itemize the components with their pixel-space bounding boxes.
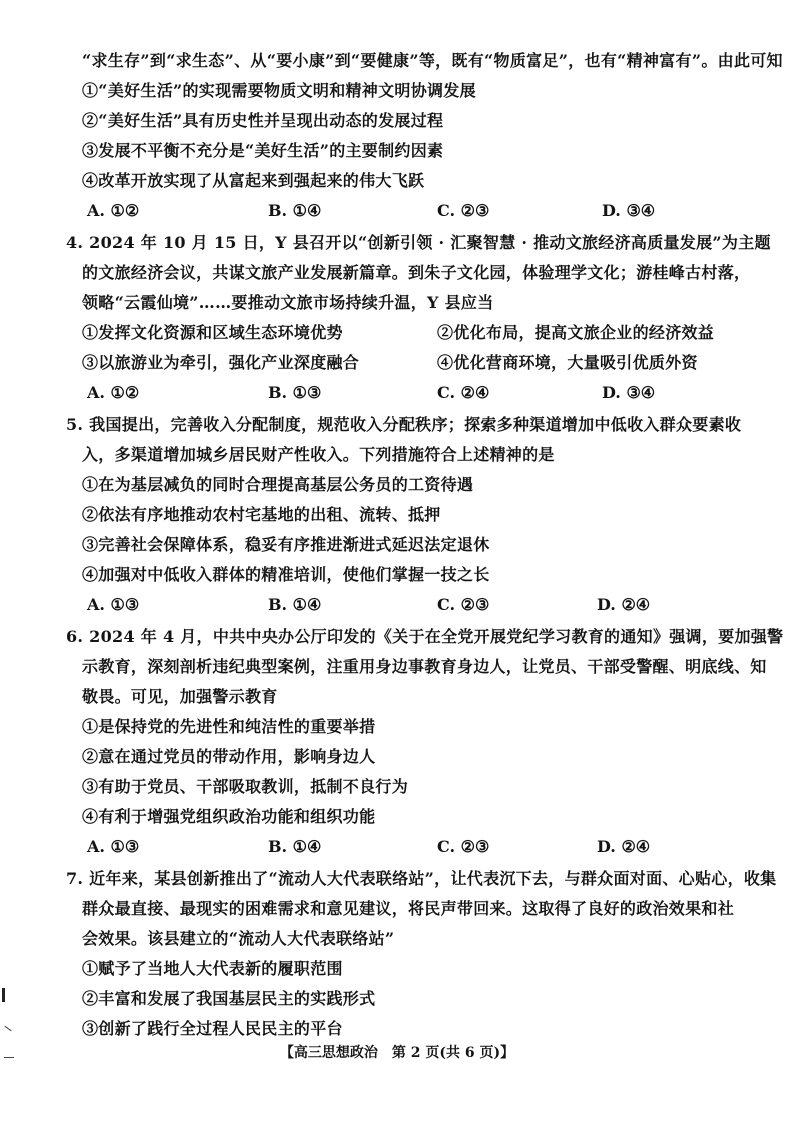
q7-stem-line-2: 群众最直接、最现实的困难需求和意见建议，将民声带回来。这取得了良好的政治效果和社 (82, 899, 735, 918)
q7-item-2: ②丰富和发展了我国基层民主的实践形式 (82, 989, 376, 1008)
q6-item-1: ①是保持党的先进性和纯洁性的重要举措 (82, 717, 376, 736)
q4-option-d: D. ③④ (602, 383, 656, 402)
q4-option-c: C. ②④ (437, 383, 490, 402)
q5-stem-line-2: 入，多渠道增加城乡居民财产性收入。下列措施符合上述精神的是 (82, 445, 555, 464)
q5-item-2: ②依法有序地推动农村宅基地的出租、流转、抵押 (82, 505, 441, 524)
q4-stem-line-1: 4. 2024 年 10 月 15 日，Y 县召开以“创新引领 · 汇聚智慧 · 推动文旅经济高质量发展”为主题 (66, 233, 771, 252)
q6-option-d: D. ②④ (597, 837, 651, 856)
q3-item-4: ④改革开放实现了从富起来到强起来的伟大飞跃 (82, 171, 425, 190)
q6-item-3: ③有助于党员、干部吸取教训，抵制不良行为 (82, 777, 409, 796)
q5-option-b: B. ①④ (268, 595, 322, 614)
q3-option-d: D. ③④ (602, 201, 656, 220)
q6-stem-line-2: 示教育，深刻剖析违纪典型案例，注重用身边事教育身边人，让党员、干部受警醒、明底线、知 (82, 657, 767, 676)
q3-option-a: A. ①② (87, 201, 140, 220)
q5-item-3: ③完善社会保障体系，稳妥有序推进渐进式延迟法定退休 (82, 535, 490, 554)
q5-item-1: ①在为基层减负的同时合理提高基层公务员的工资待遇 (82, 475, 474, 494)
q5-item-4: ④加强对中低收入群体的精准培训，使他们掌握一技之长 (82, 565, 490, 584)
q4-stem-line-3: 领略“云霞仙境”……要推动文旅市场持续升温，Y 县应当 (82, 293, 494, 312)
q3-stem-end: “求生存”到“求生态”、从“要小康”到“要健康”等，既有“物质富足”，也有“精神富有”。由此可知 (82, 51, 783, 70)
q4-stem-line-2: 的文旅经济会议，共谋文旅产业发展新篇章。到朱子文化园，体验理学文化；游桂峰古村落， (82, 263, 751, 282)
q7-item-3: ③创新了践行全过程人民民主的平台 (82, 1019, 343, 1038)
q6-stem-line-3: 敬畏。可见，加强警示教育 (82, 687, 278, 706)
q4-item-2: ②优化布局，提高文旅企业的经济效益 (437, 323, 715, 342)
q6-option-c: C. ②③ (437, 837, 490, 856)
q4-item-1: ①发挥文化资源和区域生态环境优势 (82, 323, 343, 342)
q3-item-3: ③发展不平衡不充分是“美好生活”的主要制约因素 (82, 141, 444, 160)
q6-stem-line-1: 6. 2024 年 4 月，中共中央办公厅印发的《关于在全党开展党纪学习教育的通知》强调，要加强警 (66, 627, 784, 646)
q6-item-4: ④有利于增强党组织政治功能和组织功能 (82, 807, 376, 826)
q3-option-b: B. ①④ (268, 201, 322, 220)
q5-option-c: C. ②③ (437, 595, 490, 614)
q6-option-a: A. ①③ (87, 837, 140, 856)
q5-stem-line-1: 5. 我国提出，完善收入分配制度，规范收入分配秩序；探索多种渠道增加中低收入群众要素收 (66, 415, 742, 434)
q4-option-b: B. ①③ (268, 383, 322, 402)
q7-stem-line-3: 会效果。该县建立的“流动人大代表联络站” (82, 929, 395, 948)
q3-item-2: ②“美好生活”具有历史性并呈现出动态的发展过程 (82, 111, 444, 130)
q4-option-a: A. ①② (87, 383, 140, 402)
margin-scan-mark (4, 1026, 11, 1031)
q7-stem-line-1: 7. 近年来，某县创新推出了“流动人大代表联络站”，让代表沉下去，与群众面对面、心贴心，收集 (66, 869, 777, 888)
q3-item-1: ①“美好生活”的实现需要物质文明和精神文明协调发展 (82, 81, 476, 100)
q6-item-2: ②意在通过党员的带动作用，影响身边人 (82, 747, 376, 766)
page-footer: 【高三思想政治 第 2 页(共 6 页)】 (279, 1045, 515, 1061)
q4-item-3: ③以旅游业为牵引，强化产业深度融合 (82, 353, 360, 372)
margin-scan-mark (2, 988, 5, 1002)
margin-scan-mark (4, 1057, 14, 1058)
q7-item-1: ①赋予了当地人大代表新的履职范围 (82, 959, 343, 978)
q5-option-a: A. ①③ (87, 595, 140, 614)
q3-option-c: C. ②③ (437, 201, 490, 220)
q4-item-4: ④优化营商环境，大量吸引优质外资 (437, 353, 698, 372)
q5-option-d: D. ②④ (597, 595, 651, 614)
q6-option-b: B. ①④ (268, 837, 322, 856)
